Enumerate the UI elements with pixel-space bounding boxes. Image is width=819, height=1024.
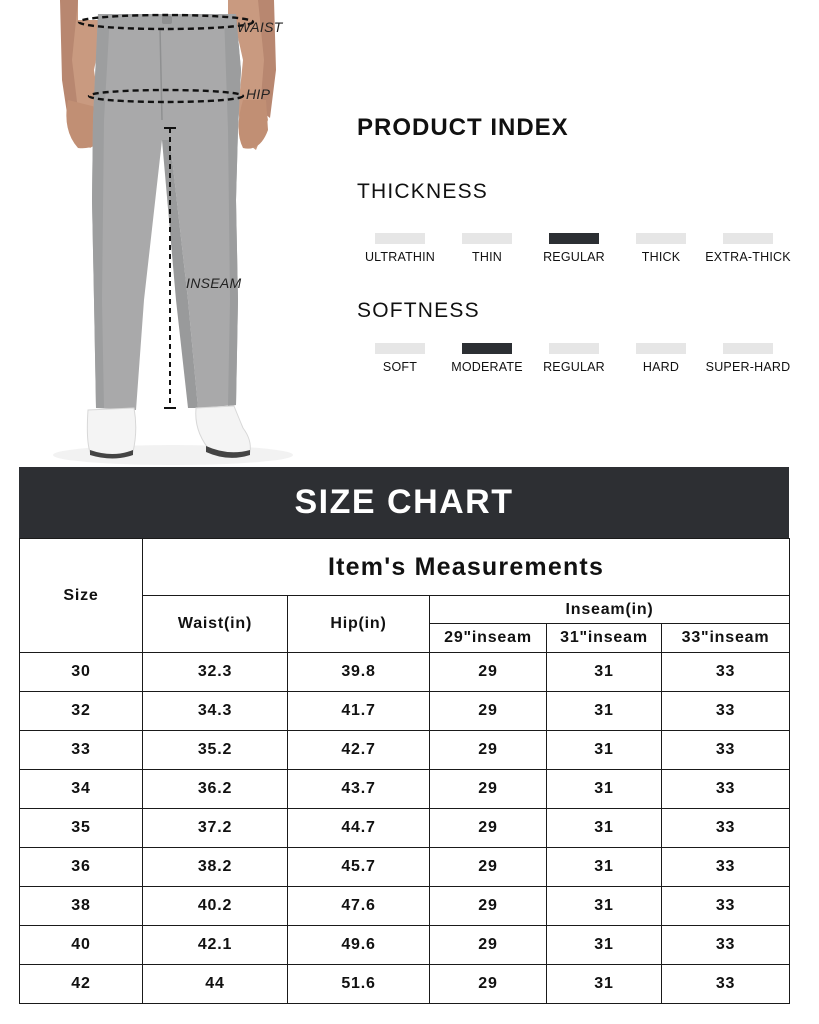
size-chart-table [19,538,790,1004]
size-column-header: Size [20,539,143,653]
inseam-31-cell: 31 [547,809,662,848]
waist-column-header: Waist(in) [143,596,288,653]
inseam-29-cell: 29 [430,692,547,731]
thickness-level-bar [723,233,773,244]
inseam-31-cell: 31 [547,848,662,887]
softness-option-label: SUPER-HARD [705,360,791,374]
size-cell: 36 [20,848,143,887]
inseam-29-cell: 29 [430,887,547,926]
inseam-33-cell: 33 [662,965,790,1004]
waist-cell: 38.2 [143,848,288,887]
size-cell: 35 [20,809,143,848]
table-row [20,809,790,848]
thickness-scale [355,233,800,273]
softness-option [703,343,793,383]
hip-cell: 51.6 [288,965,430,1004]
inseam-29-cell: 29 [430,926,547,965]
size-cell: 40 [20,926,143,965]
thickness-option-label: EXTRA-THICK [705,250,791,264]
table-row [20,965,790,1004]
inseam-29-header: 29"inseam [430,624,547,653]
inseam-33-cell: 33 [662,770,790,809]
thickness-option-label: REGULAR [543,250,605,264]
pants-model-illustration [38,0,300,465]
hip-label: HIP [246,86,271,102]
waist-cell: 34.3 [143,692,288,731]
hip-cell: 47.6 [288,887,430,926]
inseam-33-cell: 33 [662,731,790,770]
table-row [20,887,790,926]
inseam-31-cell: 31 [547,926,662,965]
table-row [20,692,790,731]
size-cell: 38 [20,887,143,926]
thickness-level-bar [549,233,599,244]
inseam-label: INSEAM [186,275,242,291]
softness-scale [355,343,800,383]
inseam-29-cell: 29 [430,965,547,1004]
softness-title: SOFTNESS [357,299,480,322]
waist-cell: 36.2 [143,770,288,809]
waist-cell: 35.2 [143,731,288,770]
size-cell: 30 [20,653,143,692]
inseam-31-cell: 31 [547,770,662,809]
softness-option-label: MODERATE [451,360,523,374]
hip-column-header: Hip(in) [288,596,430,653]
thickness-option-label: ULTRATHIN [364,250,436,264]
thickness-level-bar [636,233,686,244]
thickness-option-label: THIN [472,250,502,264]
inseam-29-cell: 29 [430,731,547,770]
product-figure [38,0,300,465]
size-chart-body [20,653,790,1004]
waist-cell: 44 [143,965,288,1004]
waist-label: WAIST [237,19,283,35]
hip-cell: 45.7 [288,848,430,887]
table-row [20,848,790,887]
softness-level-bar [549,343,599,354]
thickness-level-bar [375,233,425,244]
thickness-option [703,233,793,273]
product-index-title: PRODUCT INDEX [357,114,569,141]
hip-cell: 41.7 [288,692,430,731]
softness-option-label: SOFT [382,360,418,374]
thickness-level-bar [462,233,512,244]
hip-cell: 42.7 [288,731,430,770]
inseam-31-cell: 31 [547,653,662,692]
thickness-option-label: THICK [641,250,681,264]
measurements-header: Item's Measurements [143,539,790,596]
inseam-29-cell: 29 [430,770,547,809]
waist-cell: 40.2 [143,887,288,926]
inseam-column-header: Inseam(in) [430,596,790,624]
inseam-31-cell: 31 [547,887,662,926]
waist-cell: 32.3 [143,653,288,692]
inseam-33-cell: 33 [662,653,790,692]
softness-level-bar [636,343,686,354]
inseam-29-cell: 29 [430,848,547,887]
hip-cell: 44.7 [288,809,430,848]
size-cell: 33 [20,731,143,770]
inseam-31-cell: 31 [547,692,662,731]
inseam-33-cell: 33 [662,848,790,887]
softness-option-label: HARD [642,360,680,374]
softness-level-bar [462,343,512,354]
inseam-33-header: 33"inseam [662,624,790,653]
hip-cell: 43.7 [288,770,430,809]
size-cell: 34 [20,770,143,809]
table-row [20,653,790,692]
inseam-31-header: 31"inseam [547,624,662,653]
inseam-31-cell: 31 [547,731,662,770]
softness-option-label: REGULAR [543,360,605,374]
waist-cell: 42.1 [143,926,288,965]
hip-cell: 39.8 [288,653,430,692]
size-cell: 32 [20,692,143,731]
inseam-33-cell: 33 [662,692,790,731]
inseam-33-cell: 33 [662,926,790,965]
hip-cell: 49.6 [288,926,430,965]
inseam-29-cell: 29 [430,653,547,692]
table-row [20,926,790,965]
softness-level-bar [723,343,773,354]
inseam-33-cell: 33 [662,809,790,848]
inseam-33-cell: 33 [662,887,790,926]
table-row [20,770,790,809]
softness-level-bar [375,343,425,354]
inseam-29-cell: 29 [430,809,547,848]
waist-cell: 37.2 [143,809,288,848]
thickness-title: THICKNESS [357,180,488,203]
table-row [20,731,790,770]
size-cell: 42 [20,965,143,1004]
size-chart-title: SIZE CHART [19,467,789,538]
inseam-31-cell: 31 [547,965,662,1004]
